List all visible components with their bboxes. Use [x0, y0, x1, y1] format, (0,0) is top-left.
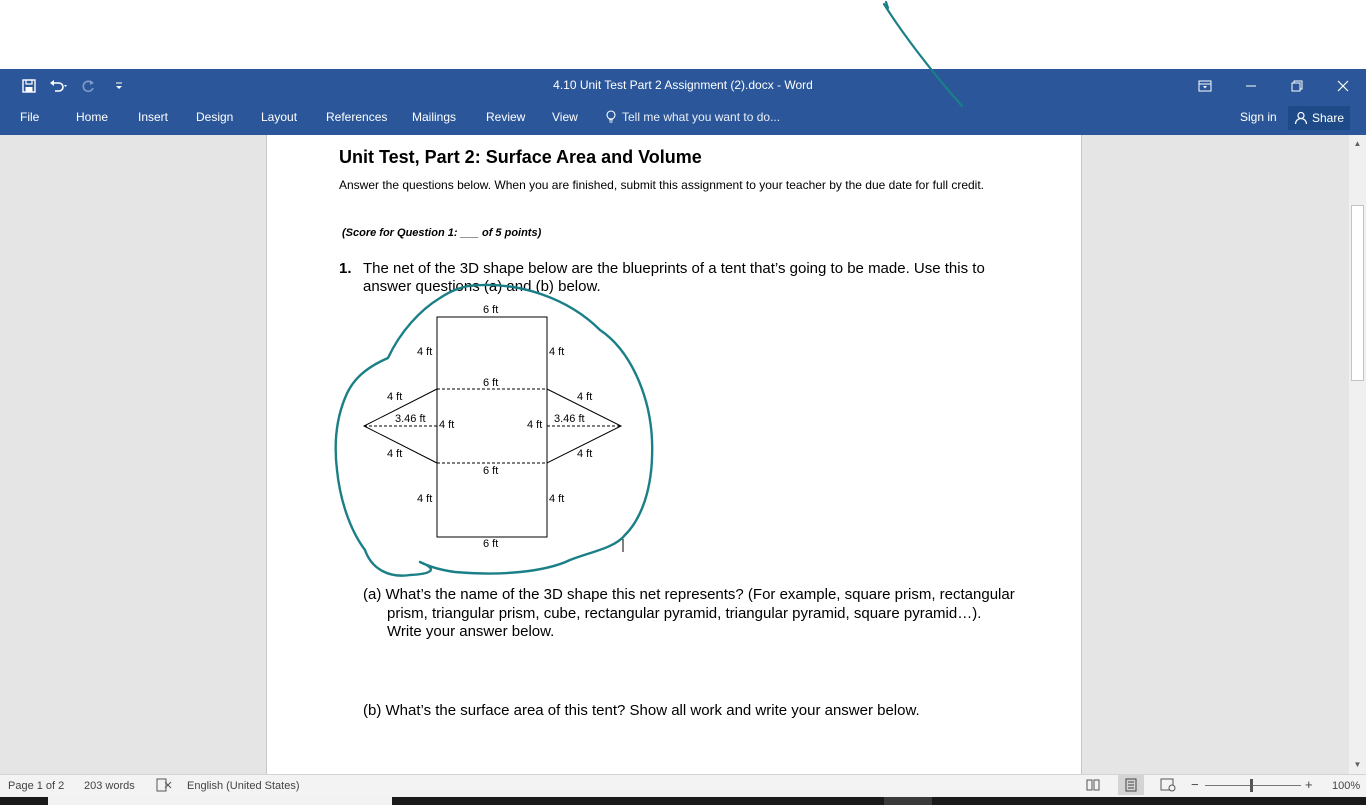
word-count[interactable]: 203 words — [84, 780, 135, 792]
label-lower-middle: 6 ft — [483, 465, 499, 477]
close-icon — [1337, 80, 1349, 92]
label-left-height: 3.46 ft — [395, 413, 426, 425]
minimize-icon — [1245, 80, 1257, 92]
sign-in-link[interactable]: Sign in — [1240, 110, 1277, 124]
minimize-button[interactable] — [1228, 69, 1274, 102]
tab-references[interactable]: References — [326, 110, 388, 124]
tab-insert[interactable]: Insert — [138, 110, 169, 124]
zoom-slider-thumb[interactable] — [1250, 779, 1253, 792]
score-line: (Score for Question 1: ___ of 5 points) — [342, 227, 542, 239]
tab-design[interactable]: Design — [196, 110, 234, 124]
print-layout-icon — [1124, 778, 1138, 792]
label-lower-left: 4 ft — [417, 493, 433, 505]
close-button[interactable] — [1320, 69, 1366, 102]
window-controls — [1182, 69, 1366, 102]
scroll-up-arrow-icon[interactable]: ▲ — [1353, 139, 1362, 148]
label-upper-right: 4 ft — [549, 346, 565, 358]
lightbulb-icon — [606, 110, 616, 124]
scrollbar-thumb[interactable] — [1351, 205, 1364, 381]
label-top: 6 ft — [483, 304, 499, 316]
ribbon-options-icon — [1198, 80, 1212, 92]
tell-me-label: Tell me what you want to do... — [622, 110, 781, 124]
label-left-tri-bottom: 4 ft — [387, 448, 403, 460]
label-bottom: 6 ft — [483, 538, 499, 550]
question-part-a: (a) What’s the name of the 3D shape this net represents? (For example, square prism, rectangular prism, triangular prism, cube, rectangular pyramid, triangular pyramid, square pyramid…). Write your answer below. — [363, 586, 1015, 640]
instructions-text: Answer the questions below. When you are finished, submit this assignment to your teacher by the due date for full credit. — [339, 178, 985, 192]
question-part-b: (b) What’s the surface area of this tent? Show all work and write your answer below. — [363, 702, 920, 719]
page-count[interactable]: Page 1 of 2 — [8, 780, 65, 792]
label-right-tri-top: 4 ft — [577, 391, 593, 403]
tab-mailings[interactable]: Mailings — [412, 110, 457, 124]
read-mode-icon[interactable] — [1086, 778, 1100, 795]
label-lower-right: 4 ft — [549, 493, 565, 505]
tab-view[interactable]: View — [552, 110, 578, 124]
ribbon-display-options-button[interactable] — [1182, 69, 1228, 102]
label-left-inner: 4 ft — [439, 419, 455, 431]
tab-file[interactable]: File — [20, 110, 40, 124]
scroll-down-arrow-icon[interactable]: ▼ — [1353, 760, 1362, 769]
document-heading: Unit Test, Part 2: Surface Area and Volume — [339, 147, 702, 167]
label-left-tri-top: 4 ft — [387, 391, 403, 403]
tab-review[interactable]: Review — [486, 110, 526, 124]
label-upper-middle: 6 ft — [483, 377, 499, 389]
tell-me-search[interactable] — [606, 110, 780, 124]
status-bar — [0, 774, 1366, 797]
proofing-icon[interactable] — [156, 778, 172, 795]
vertical-scrollbar[interactable] — [1349, 135, 1366, 774]
share-label: Share — [1311, 111, 1345, 125]
zoom-level[interactable]: 100% — [1332, 780, 1361, 792]
label-right-height: 3.46 ft — [554, 413, 585, 425]
taskbar-segment — [884, 797, 932, 805]
web-layout-icon[interactable] — [1160, 778, 1176, 795]
ribbon-tabs — [0, 102, 1366, 135]
taskbar-strip — [0, 797, 1366, 805]
restore-icon — [1291, 80, 1303, 92]
title-bar — [0, 69, 1366, 102]
desktop-background — [0, 0, 1366, 69]
share-button[interactable] — [1288, 106, 1350, 130]
label-upper-left: 4 ft — [417, 346, 433, 358]
person-icon — [1294, 111, 1308, 125]
tab-layout[interactable]: Layout — [261, 110, 298, 124]
tab-home[interactable]: Home — [76, 110, 109, 124]
tent-net-diagram — [267, 135, 1081, 774]
language-indicator[interactable]: English (United States) — [187, 780, 300, 792]
zoom-slider-track[interactable] — [1205, 785, 1301, 786]
document-page[interactable] — [266, 135, 1082, 774]
label-right-inner: 4 ft — [527, 419, 543, 431]
taskbar-segment — [48, 797, 392, 805]
restore-button[interactable] — [1274, 69, 1320, 102]
label-right-tri-bottom: 4 ft — [577, 448, 593, 460]
document-canvas — [0, 135, 1349, 774]
window-title: 4.10 Unit Test Part 2 Assignment (2).docx - Word — [553, 78, 813, 92]
question-number: 1. — [339, 260, 352, 277]
zoom-in-button[interactable]: + — [1305, 777, 1313, 792]
print-layout-button[interactable] — [1118, 775, 1144, 795]
question-text: The net of the 3D shape below are the blueprints of a tent that’s going to be made. Use this to answer questions (a) and (b) below. — [363, 260, 985, 295]
zoom-out-button[interactable]: − — [1191, 777, 1199, 792]
